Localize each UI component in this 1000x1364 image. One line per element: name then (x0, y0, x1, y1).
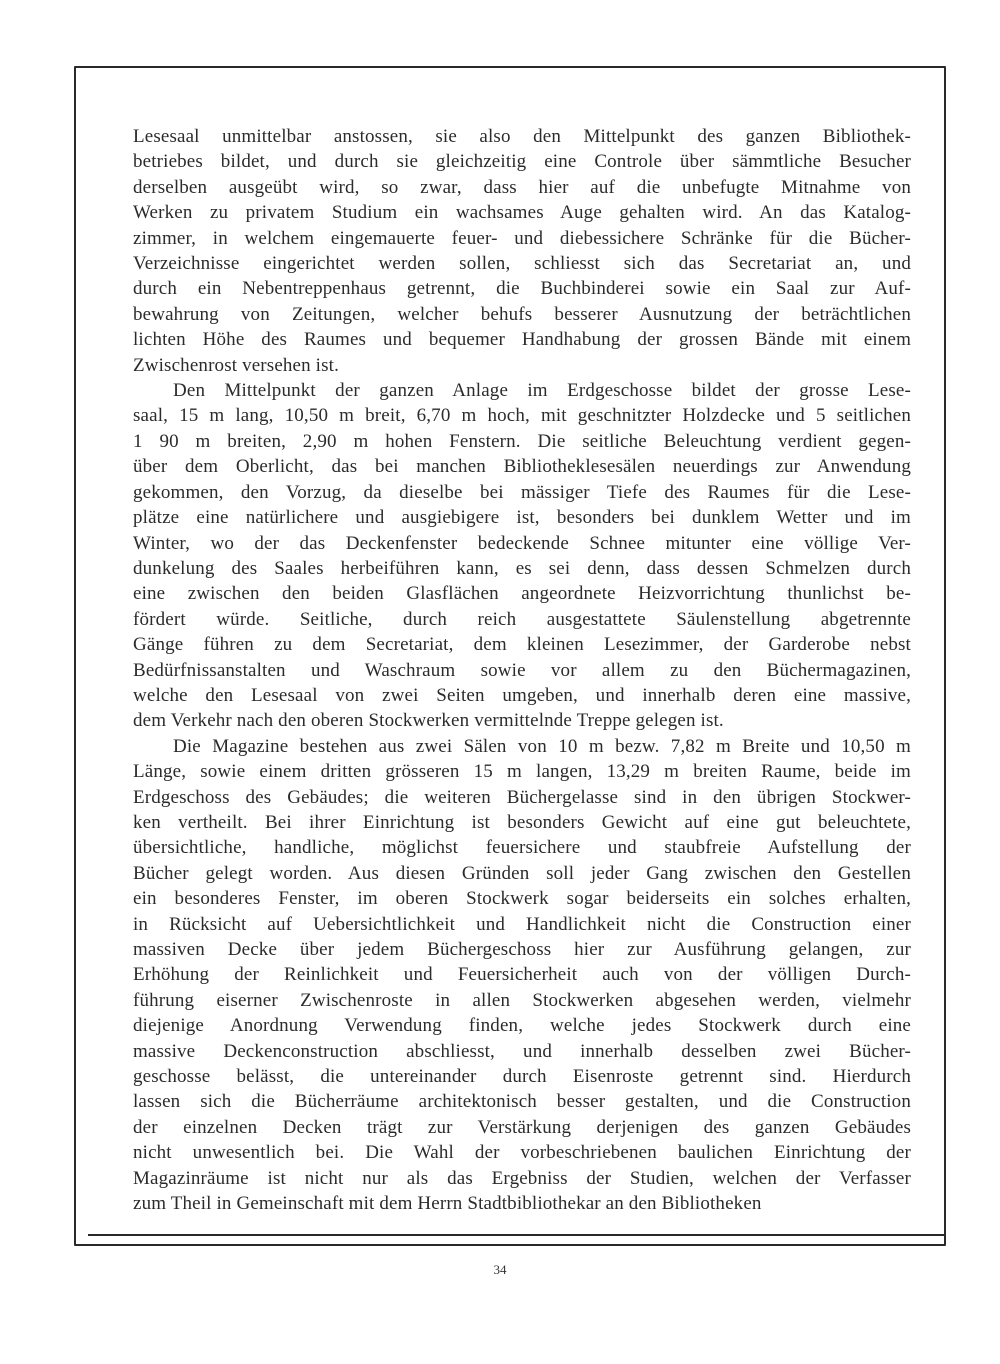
text-line: massive Deckenconstruction abschliesst, und innerhalb desselben zwei Bücher- (133, 1040, 911, 1062)
text-line: massiven Decke über jedem Büchergeschoss hier zur Ausführung gelangen, zur (133, 939, 911, 960)
text-line: gekommen, den Vorzug, da dieselbe bei mässiger Tiefe des Raumes für die Lese- (133, 481, 911, 503)
text-line: ken vertheilt. Bei ihrer Einrichtung ist besonders Gewicht auf eine gut beleuchtete, (133, 811, 911, 833)
text-line: Die Magazine bestehen aus zwei Sälen von 10 m bezw. 7,82 m Breite und 10,50 m (173, 735, 911, 757)
text-line: durch ein Nebentreppenhaus getrennt, die Buchbinderei sowie ein Saal zur Auf- (133, 278, 911, 300)
text-line: 1 90 m breiten, 2,90 m hohen Fenstern. Die seitliche Beleuchtung verdient gegen- (133, 430, 911, 452)
text-line: übersichtliche, handliche, möglichst feuersichere und staubfreie Aufstellung der (133, 837, 911, 859)
text-line: Bedürfnissanstalten und Waschraum sowie vor allem zu den Büchermagazinen, (133, 659, 911, 681)
text-line: Winter, wo der das Deckenfenster bedeckende Schnee mitunter eine völlige Ver- (133, 532, 911, 554)
text-line: dunkelung des Saales herbeiführen kann, es sei denn, dass dessen Schmelzen durch (133, 557, 911, 579)
text-line: fördert würde. Seitliche, durch reich ausgestattete Säulenstellung abgetrennte (133, 608, 911, 630)
text-line: diejenige Anordnung Verwendung finden, welche jedes Stockwerk durch eine (133, 1015, 911, 1037)
text-line: Verzeichnisse eingerichtet werden sollen, schliesst sich das Secretariat an, und (133, 253, 911, 275)
paragraph (133, 734, 911, 1217)
text-line: ein besonderes Fenster, im oberen Stockwerk sogar beiderseits ein solches erhalten, (133, 888, 911, 910)
text-line: derselben ausgeübt wird, so zwar, dass hier auf die unbefugte Mitnahme von (133, 176, 911, 198)
page-number: 34 (493, 1262, 507, 1277)
text-line: führung eiserner Zwischenroste in allen Stockwerken abgesehen werden, vielmehr (133, 989, 911, 1011)
text-line: über dem Oberlicht, das bei manchen Bibliotheklesesälen neuerdings zur Anwendung (133, 456, 911, 478)
text-line: Gänge führen zu dem Secretariat, dem kleinen Lesezimmer, der Garderobe nebst (133, 634, 911, 656)
text-line: Zwischenrost versehen ist. (133, 354, 339, 376)
text-line: Bücher gelegt worden. Aus diesen Gründen soll jeder Gang zwischen den Gestellen (133, 862, 911, 884)
text-line: Lesesaal unmittelbar anstossen, sie also den Mittelpunkt des ganzen Bibliothek- (133, 126, 911, 147)
text-line: Werken zu privatem Studium ein wachsames Auge gehalten wird. An das Katalog- (133, 202, 911, 224)
text-line: nicht unwesentlich bei. Die Wahl der vorbeschriebenen baulichen Einrichtung der (133, 1142, 911, 1164)
text-line: lassen sich die Bücherräume architektonisch besser gestalten, und die Construction (133, 1091, 911, 1113)
text-line: Erdgeschoss des Gebäudes; die weiteren Büchergelasse sind in den übrigen Stockwer- (133, 786, 911, 808)
paragraph (133, 124, 911, 378)
frame-bottom-rule (88, 1234, 944, 1236)
text-line: Erhöhung der Reinlichkeit und Feuersicherheit auch von der völligen Durch- (133, 964, 911, 986)
text-line: zimmer, in welchem eingemauerte feuer- und diebessichere Schränke für die Bücher- (133, 227, 911, 249)
text-line: welche den Lesesaal von zwei Seiten umgeben, und innerhalb deren eine massive, (133, 684, 911, 706)
text-line: lichten Höhe des Raumes und bequemer Handhabung der grossen Bände mit einem (133, 329, 911, 351)
text-line: in Rücksicht auf Uebersichtlichkeit und Handlichkeit nicht die Construction einer (133, 913, 911, 935)
text-line: der einzelnen Decken trägt zur Verstärkung derjenigen des ganzen Gebäudes (133, 1116, 911, 1138)
body-text (133, 124, 911, 1216)
paragraph (133, 378, 911, 734)
text-line: plätze eine natürlichere und ausgiebigere ist, besonders bei dunklem Wetter und im (133, 507, 911, 529)
text-line: bewahrung von Zeitungen, welcher behufs besserer Ausnutzung der beträchtlichen (133, 303, 911, 325)
text-line: saal, 15 m lang, 10,50 m breit, 6,70 m hoch, mit geschnitzter Holzdecke und 5 seitlichen (133, 405, 911, 427)
text-line: zum Theil in Gemeinschaft mit dem Herrn Stadtbibliothekar an den Bibliotheken (133, 1193, 762, 1215)
text-line: eine zwischen den beiden Glasflächen angeordnete Heizvorrichtung thunlichst be- (133, 583, 911, 605)
text-line: betriebes bildet, und durch sie gleichzeitig eine Controle über sämmtliche Besucher (133, 151, 911, 173)
text-line: Den Mittelpunkt der ganzen Anlage im Erdgeschosse bildet der grosse Lese- (173, 380, 911, 402)
text-line: dem Verkehr nach den oberen Stockwerken vermittelnde Treppe gelegen ist. (133, 710, 724, 732)
text-line: Länge, sowie einem dritten grösseren 15 m langen, 13,29 m breiten Raume, beide im (133, 761, 911, 783)
text-line: geschosse belässt, die untereinander durch Eisenroste getrennt sind. Hierdurch (133, 1066, 911, 1088)
text-line: Magazinräume ist nicht nur als das Ergebniss der Studien, welchen der Verfasser (133, 1167, 911, 1189)
